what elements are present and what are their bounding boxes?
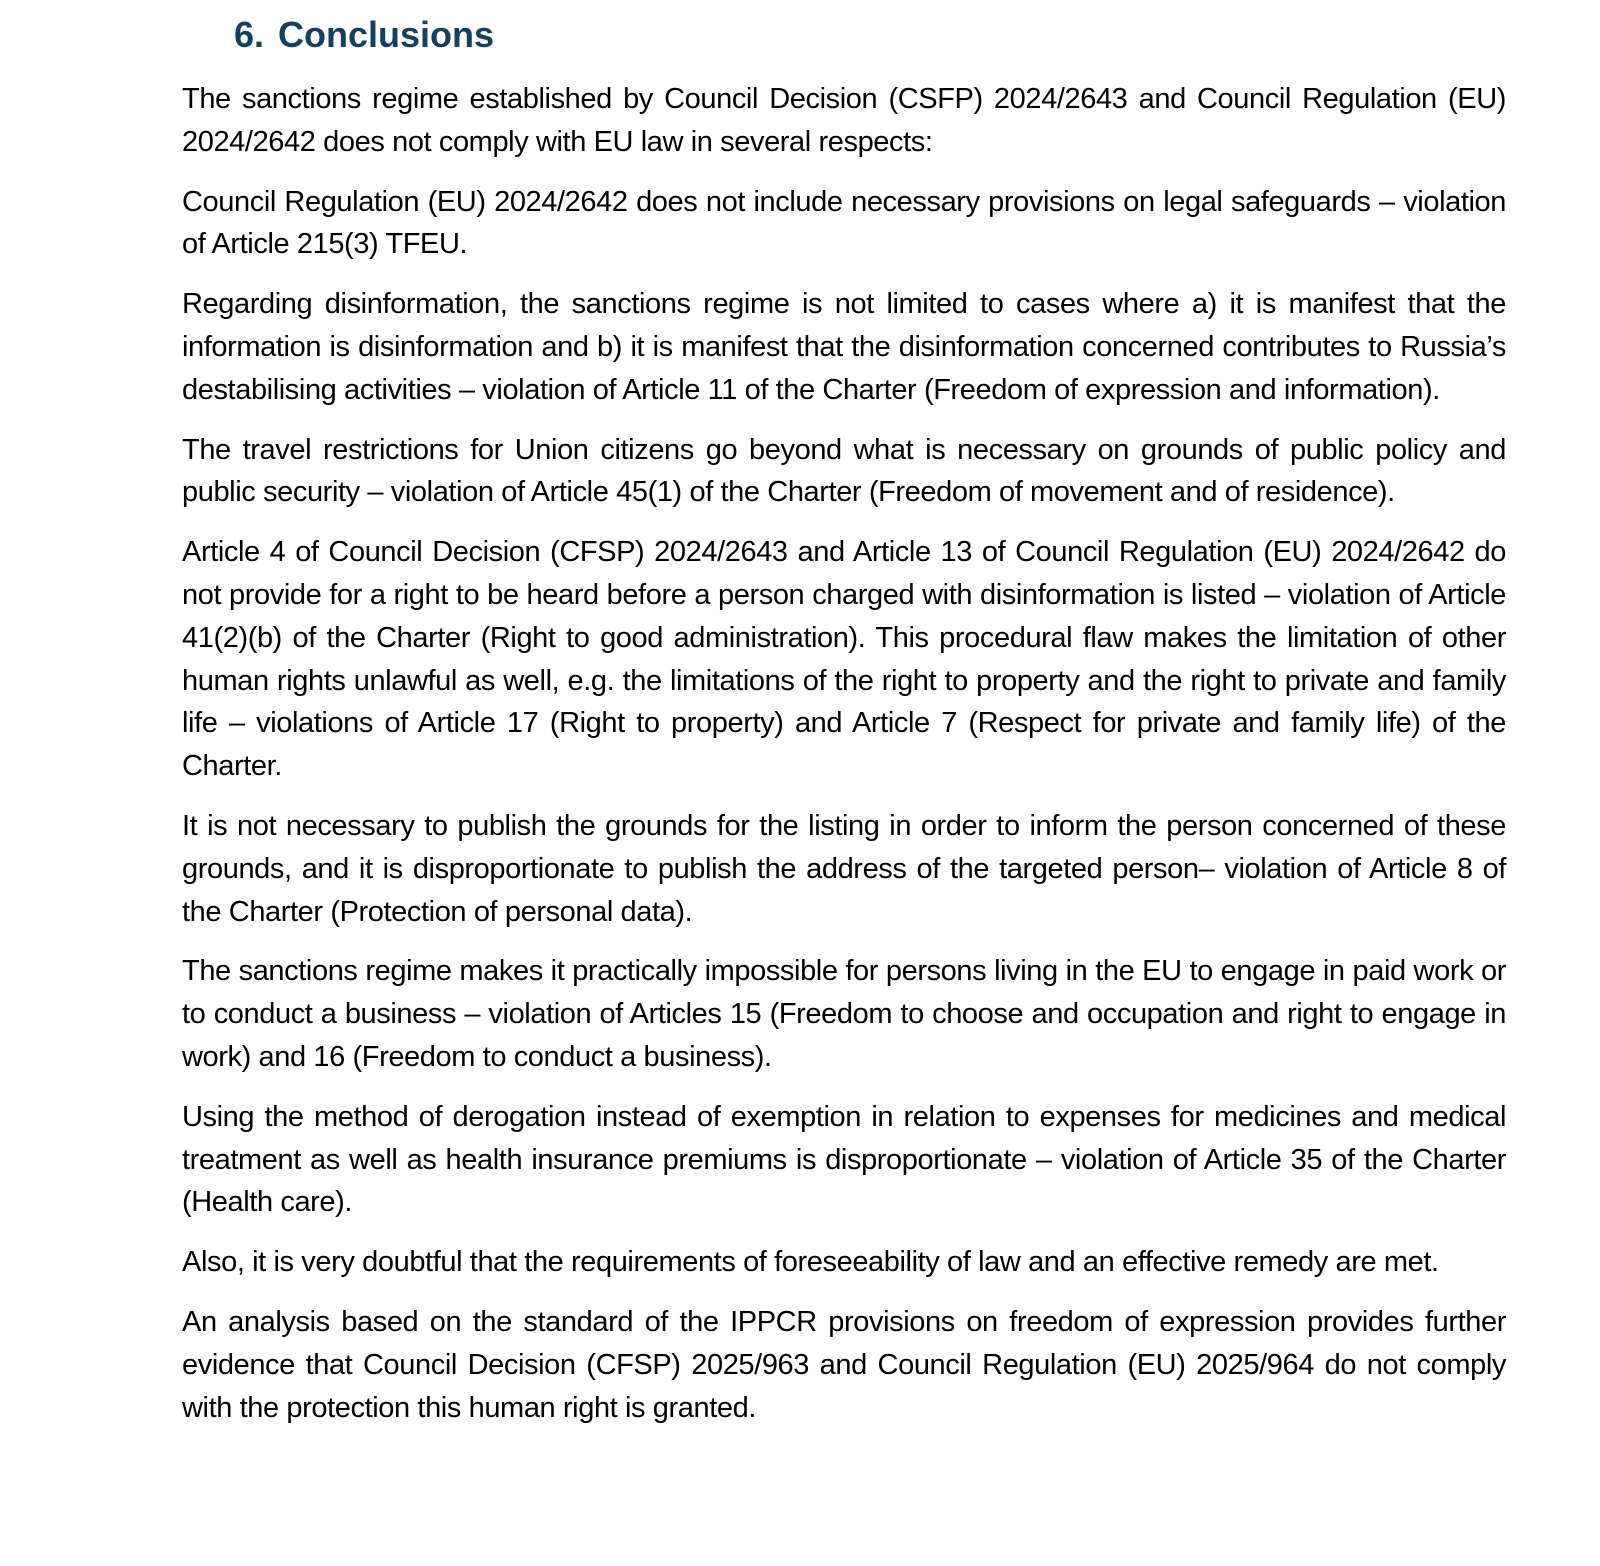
section-body xyxy=(182,78,1506,1446)
paragraph-ippcr-analysis: An analysis based on the standard of the IPPCR provisions on freedom of expression provides further evidence that Council Decision (CFSP) 2025/963 and Council Regulation (EU) 2025/964 do not comply with the protection this human right is granted. xyxy=(182,1305,1506,1424)
paragraph-legal-safeguards: Council Regulation (EU) 2024/2642 does not include necessary provisions on legal safeguards – violation of Article 215(3) TFEU. xyxy=(182,185,1506,261)
paragraph-work-business: The sanctions regime makes it practically impossible for persons living in the EU to engage in paid work or to conduct a business – violation of Articles 15 (Freedom to choose and occupation and right to engage in work) and 16 (Freedom to conduct a business). xyxy=(182,955,1506,1073)
paragraph-personal-data: It is not necessary to publish the grounds for the listing in order to inform the person concerned of these grounds, and it is disproportionate to publish the address of the targeted person– violation of Article 8 of the Charter (Protection of personal data). xyxy=(182,809,1506,928)
paragraph-travel-restrictions: The travel restrictions for Union citizens go beyond what is necessary on grounds of public policy and public security – violation of Article 45(1) of the Charter (Freedom of movement and of residence). xyxy=(182,433,1506,509)
section-number: 6. xyxy=(234,14,265,55)
section-title: Conclusions xyxy=(278,14,495,55)
paragraph-health-care: Using the method of derogation instead of exemption in relation to expenses for medicines and medical treatment as well as health insurance premiums is disproportionate – violation of Article 35 of the Charter (Health care). xyxy=(182,1100,1506,1219)
paragraph-foreseeability: Also, it is very doubtful that the requirements of foreseeability of law and an effective remedy are met. xyxy=(182,1246,1439,1279)
paragraph-intro: The sanctions regime established by Council Decision (CSFP) 2024/2643 and Council Regulation (EU) 2024/2642 does not comply with EU law in several respects: xyxy=(182,83,1506,158)
paragraph-right-to-be-heard: Article 4 of Council Decision (CFSP) 2024/2643 and Article 13 of Council Regulation (EU) 2024/2642 do not provide for a right to be heard before a person charged with disinformation is listed – violation of Article 41(2)(b) of the Charter (Right to good administration). This procedural flaw makes the limitation of other human rights unlawful as well, e.g. the limitations of the right to property and the right to private and family life – violations of Article 17 (Right to property) and Article 7 (Respect for private and family life) of the Charter. xyxy=(182,536,1506,783)
section-heading xyxy=(234,12,494,58)
paragraph-disinformation: Regarding disinformation, the sanctions regime is not limited to cases where a) it is manifest that the information is disinformation and b) it is manifest that the disinformation concerned contributes to Russia’s destabilising activities – violation of Article 11 of the Charter (Freedom of expression and information). xyxy=(182,288,1506,406)
